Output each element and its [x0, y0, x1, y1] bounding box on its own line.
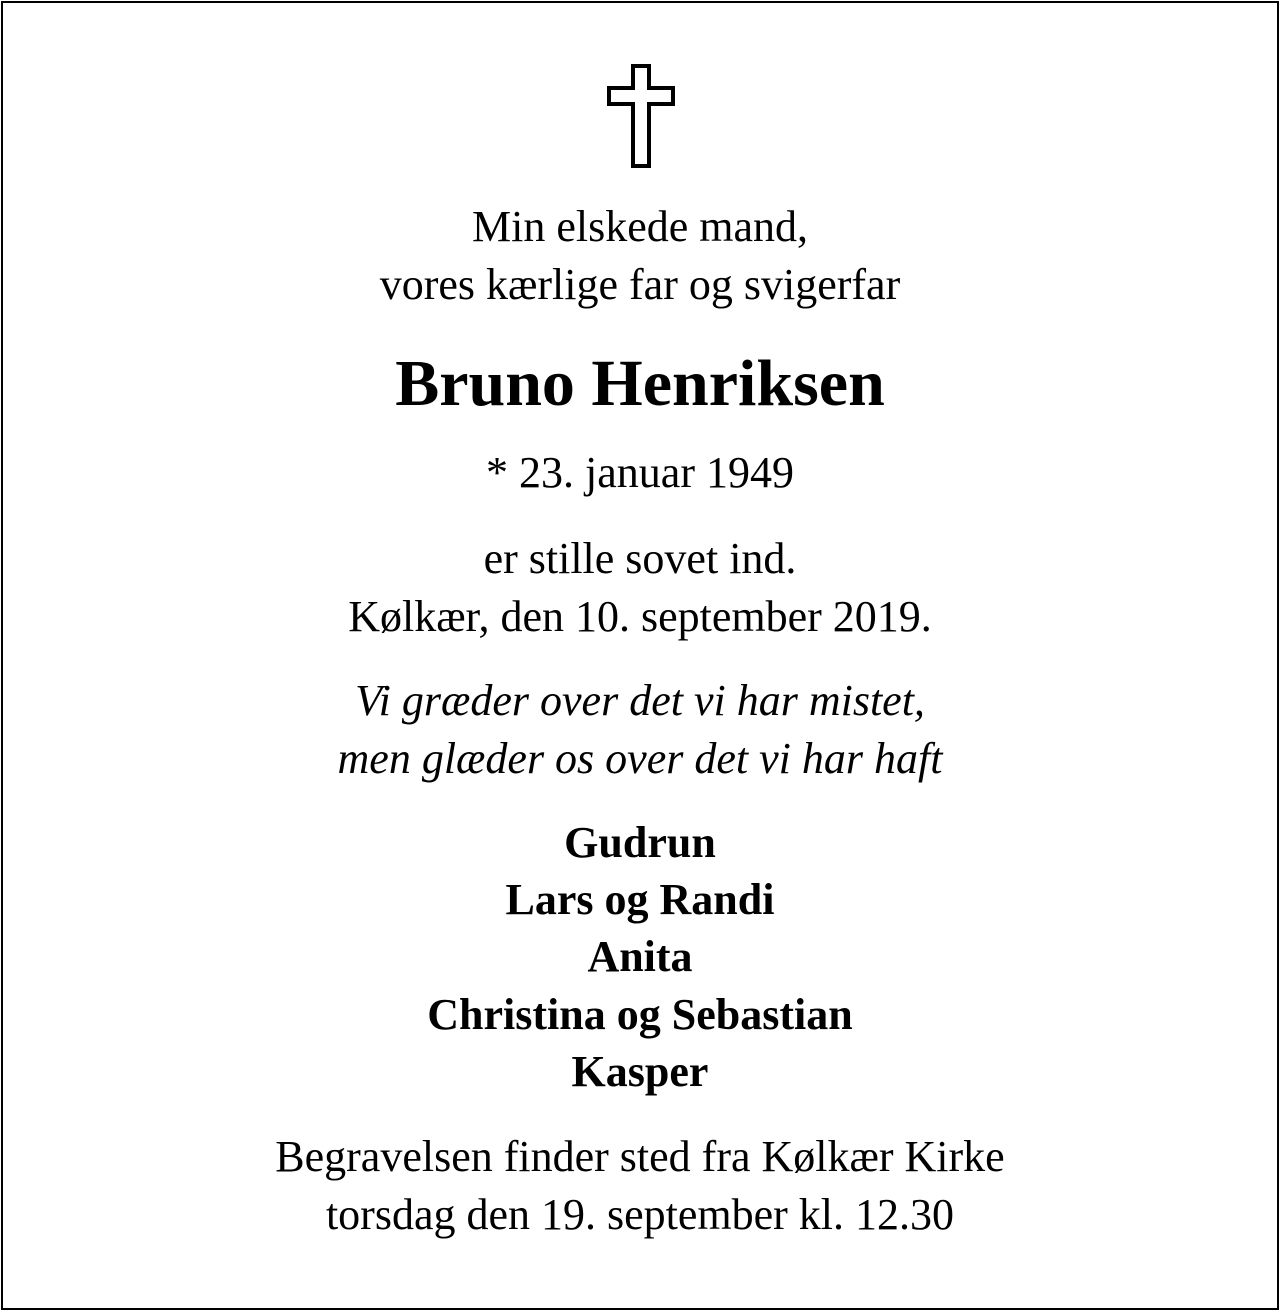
funeral-line-1: Begravelsen finder sted fra Kølkær Kirke: [275, 1132, 1005, 1181]
deceased-name: Bruno Henriksen: [395, 347, 885, 420]
family-member: Lars og Randi: [505, 875, 775, 924]
family-member: Gudrun: [564, 818, 716, 867]
birth-date: * 23. januar 1949: [486, 448, 794, 497]
death-line-1: er stille sovet ind.: [483, 534, 797, 583]
death-line-2: Kølkær, den 10. september 2019.: [348, 592, 932, 641]
intro-line-1: Min elskede mand,: [471, 202, 809, 251]
quote-line-1: Vi græder over det vi har mistet,: [355, 676, 925, 725]
intro-line-2: vores kærlige far og svigerfar: [379, 260, 901, 309]
quote-line-2: men glæder os over det vi har haft: [337, 734, 943, 783]
family-member: Anita: [587, 932, 693, 981]
cross-icon: [606, 64, 676, 168]
family-member: Kasper: [571, 1047, 709, 1096]
funeral-line-2: torsdag den 19. september kl. 12.30: [325, 1190, 955, 1239]
family-member: Christina og Sebastian: [427, 990, 853, 1039]
